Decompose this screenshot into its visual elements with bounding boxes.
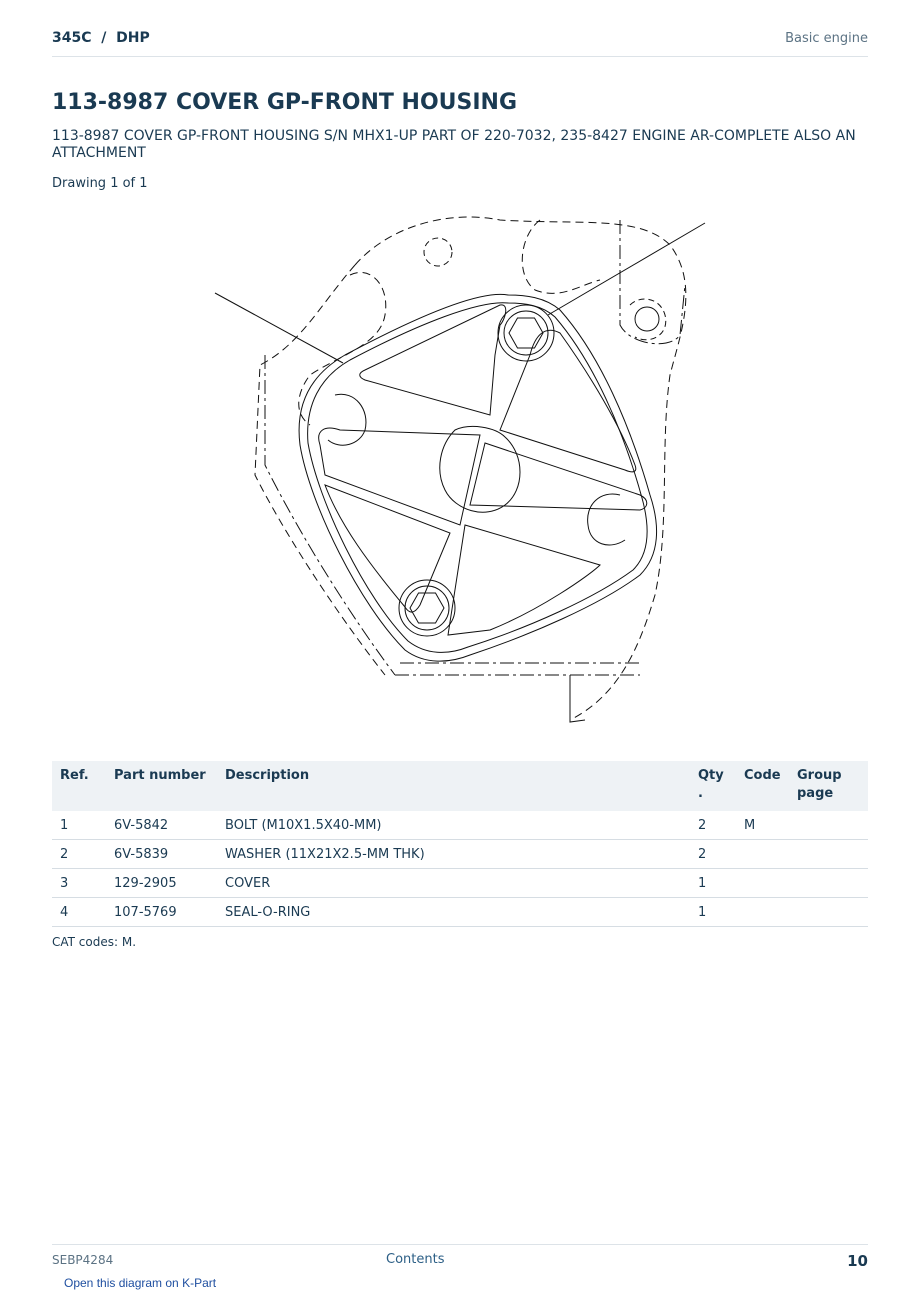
cell-description: COVER xyxy=(217,869,690,898)
cell-code xyxy=(736,840,789,869)
cover-rib-window-4 xyxy=(470,443,647,510)
bolt-top-head xyxy=(509,318,543,348)
page-number: 10 xyxy=(847,1252,868,1270)
bolt-bottom-head xyxy=(410,593,444,623)
cell-ref: 3 xyxy=(52,869,106,898)
cover-rib-window-2 xyxy=(500,330,636,472)
bolt-top-washer xyxy=(498,305,554,361)
cover-center-boss xyxy=(440,426,520,512)
kpart-diagram-link[interactable]: Open this diagram on K-Part xyxy=(64,1276,217,1290)
page-subtitle: 113-8987 COVER GP-FRONT HOUSING S/N MHX1-UP PART OF 220-7032, 235-8427 ENGINE AR-COMPLETE ALSO AN ATTACHMENT xyxy=(52,128,856,161)
parts-diagram xyxy=(200,205,720,730)
table-row xyxy=(52,811,868,840)
cell-code: M xyxy=(736,811,789,840)
col-header-part-number: Part number xyxy=(106,761,217,811)
cell-ref: 4 xyxy=(52,898,106,927)
page-title: 113-8987 COVER GP-FRONT HOUSING xyxy=(52,90,518,115)
table-row xyxy=(52,898,868,927)
cell-ref: 2 xyxy=(52,840,106,869)
cell-code xyxy=(736,869,789,898)
drawing-label: Drawing 1 of 1 xyxy=(52,176,148,191)
cell-ref: 1 xyxy=(52,811,106,840)
housing-left-edge xyxy=(255,265,385,675)
col-header-qty: Qty . xyxy=(690,761,736,811)
cell-part-number: 6V-5842 xyxy=(106,811,217,840)
cover-outline-inner xyxy=(308,303,648,653)
cell-code xyxy=(736,898,789,927)
housing-hole-top xyxy=(424,238,452,266)
col-header-ref: Ref. xyxy=(52,761,106,811)
breadcrumb: 345C / DHP xyxy=(52,30,150,46)
housing-hole-right xyxy=(635,307,659,331)
table-row xyxy=(52,840,868,869)
cell-group-page xyxy=(789,869,868,898)
cell-qty: 1 xyxy=(690,869,736,898)
section-name: Basic engine xyxy=(785,31,868,46)
cell-part-number: 129-2905 xyxy=(106,869,217,898)
cell-qty: 2 xyxy=(690,840,736,869)
document-code: SEBP4284 xyxy=(52,1253,114,1267)
cell-part-number: 6V-5839 xyxy=(106,840,217,869)
housing-right-pocket xyxy=(620,220,685,344)
cover-slot-left xyxy=(328,394,366,445)
housing-bottom-edge xyxy=(395,663,640,675)
cell-group-page xyxy=(789,811,868,840)
parts-table xyxy=(52,761,868,927)
col-header-group-page: Group page xyxy=(789,761,868,811)
cover-outline xyxy=(299,294,657,661)
contents-link[interactable]: Contents xyxy=(386,1252,445,1267)
cell-group-page xyxy=(789,898,868,927)
col-header-code: Code xyxy=(736,761,789,811)
housing-step xyxy=(570,675,585,722)
cell-description: WASHER (11X21X2.5-MM THK) xyxy=(217,840,690,869)
col-header-description: Description xyxy=(217,761,690,811)
cell-group-page xyxy=(789,840,868,869)
table-header-row xyxy=(52,761,868,811)
page-header xyxy=(52,28,868,57)
cover-rib-window-3 xyxy=(319,428,480,525)
leader-line-right xyxy=(548,223,705,315)
leader-line-left xyxy=(215,293,343,363)
cover-slot-right xyxy=(588,494,625,545)
cell-description: SEAL-O-RING xyxy=(217,898,690,927)
housing-right-bump xyxy=(522,220,600,293)
cell-description: BOLT (M10X1.5X40-MM) xyxy=(217,811,690,840)
table-row xyxy=(52,869,868,898)
footer-divider xyxy=(52,1244,868,1245)
cell-qty: 1 xyxy=(690,898,736,927)
cat-codes-note: CAT codes: M. xyxy=(52,935,137,949)
cover-rib-window-6 xyxy=(448,525,600,635)
cell-part-number: 107-5769 xyxy=(106,898,217,927)
cell-qty: 2 xyxy=(690,811,736,840)
